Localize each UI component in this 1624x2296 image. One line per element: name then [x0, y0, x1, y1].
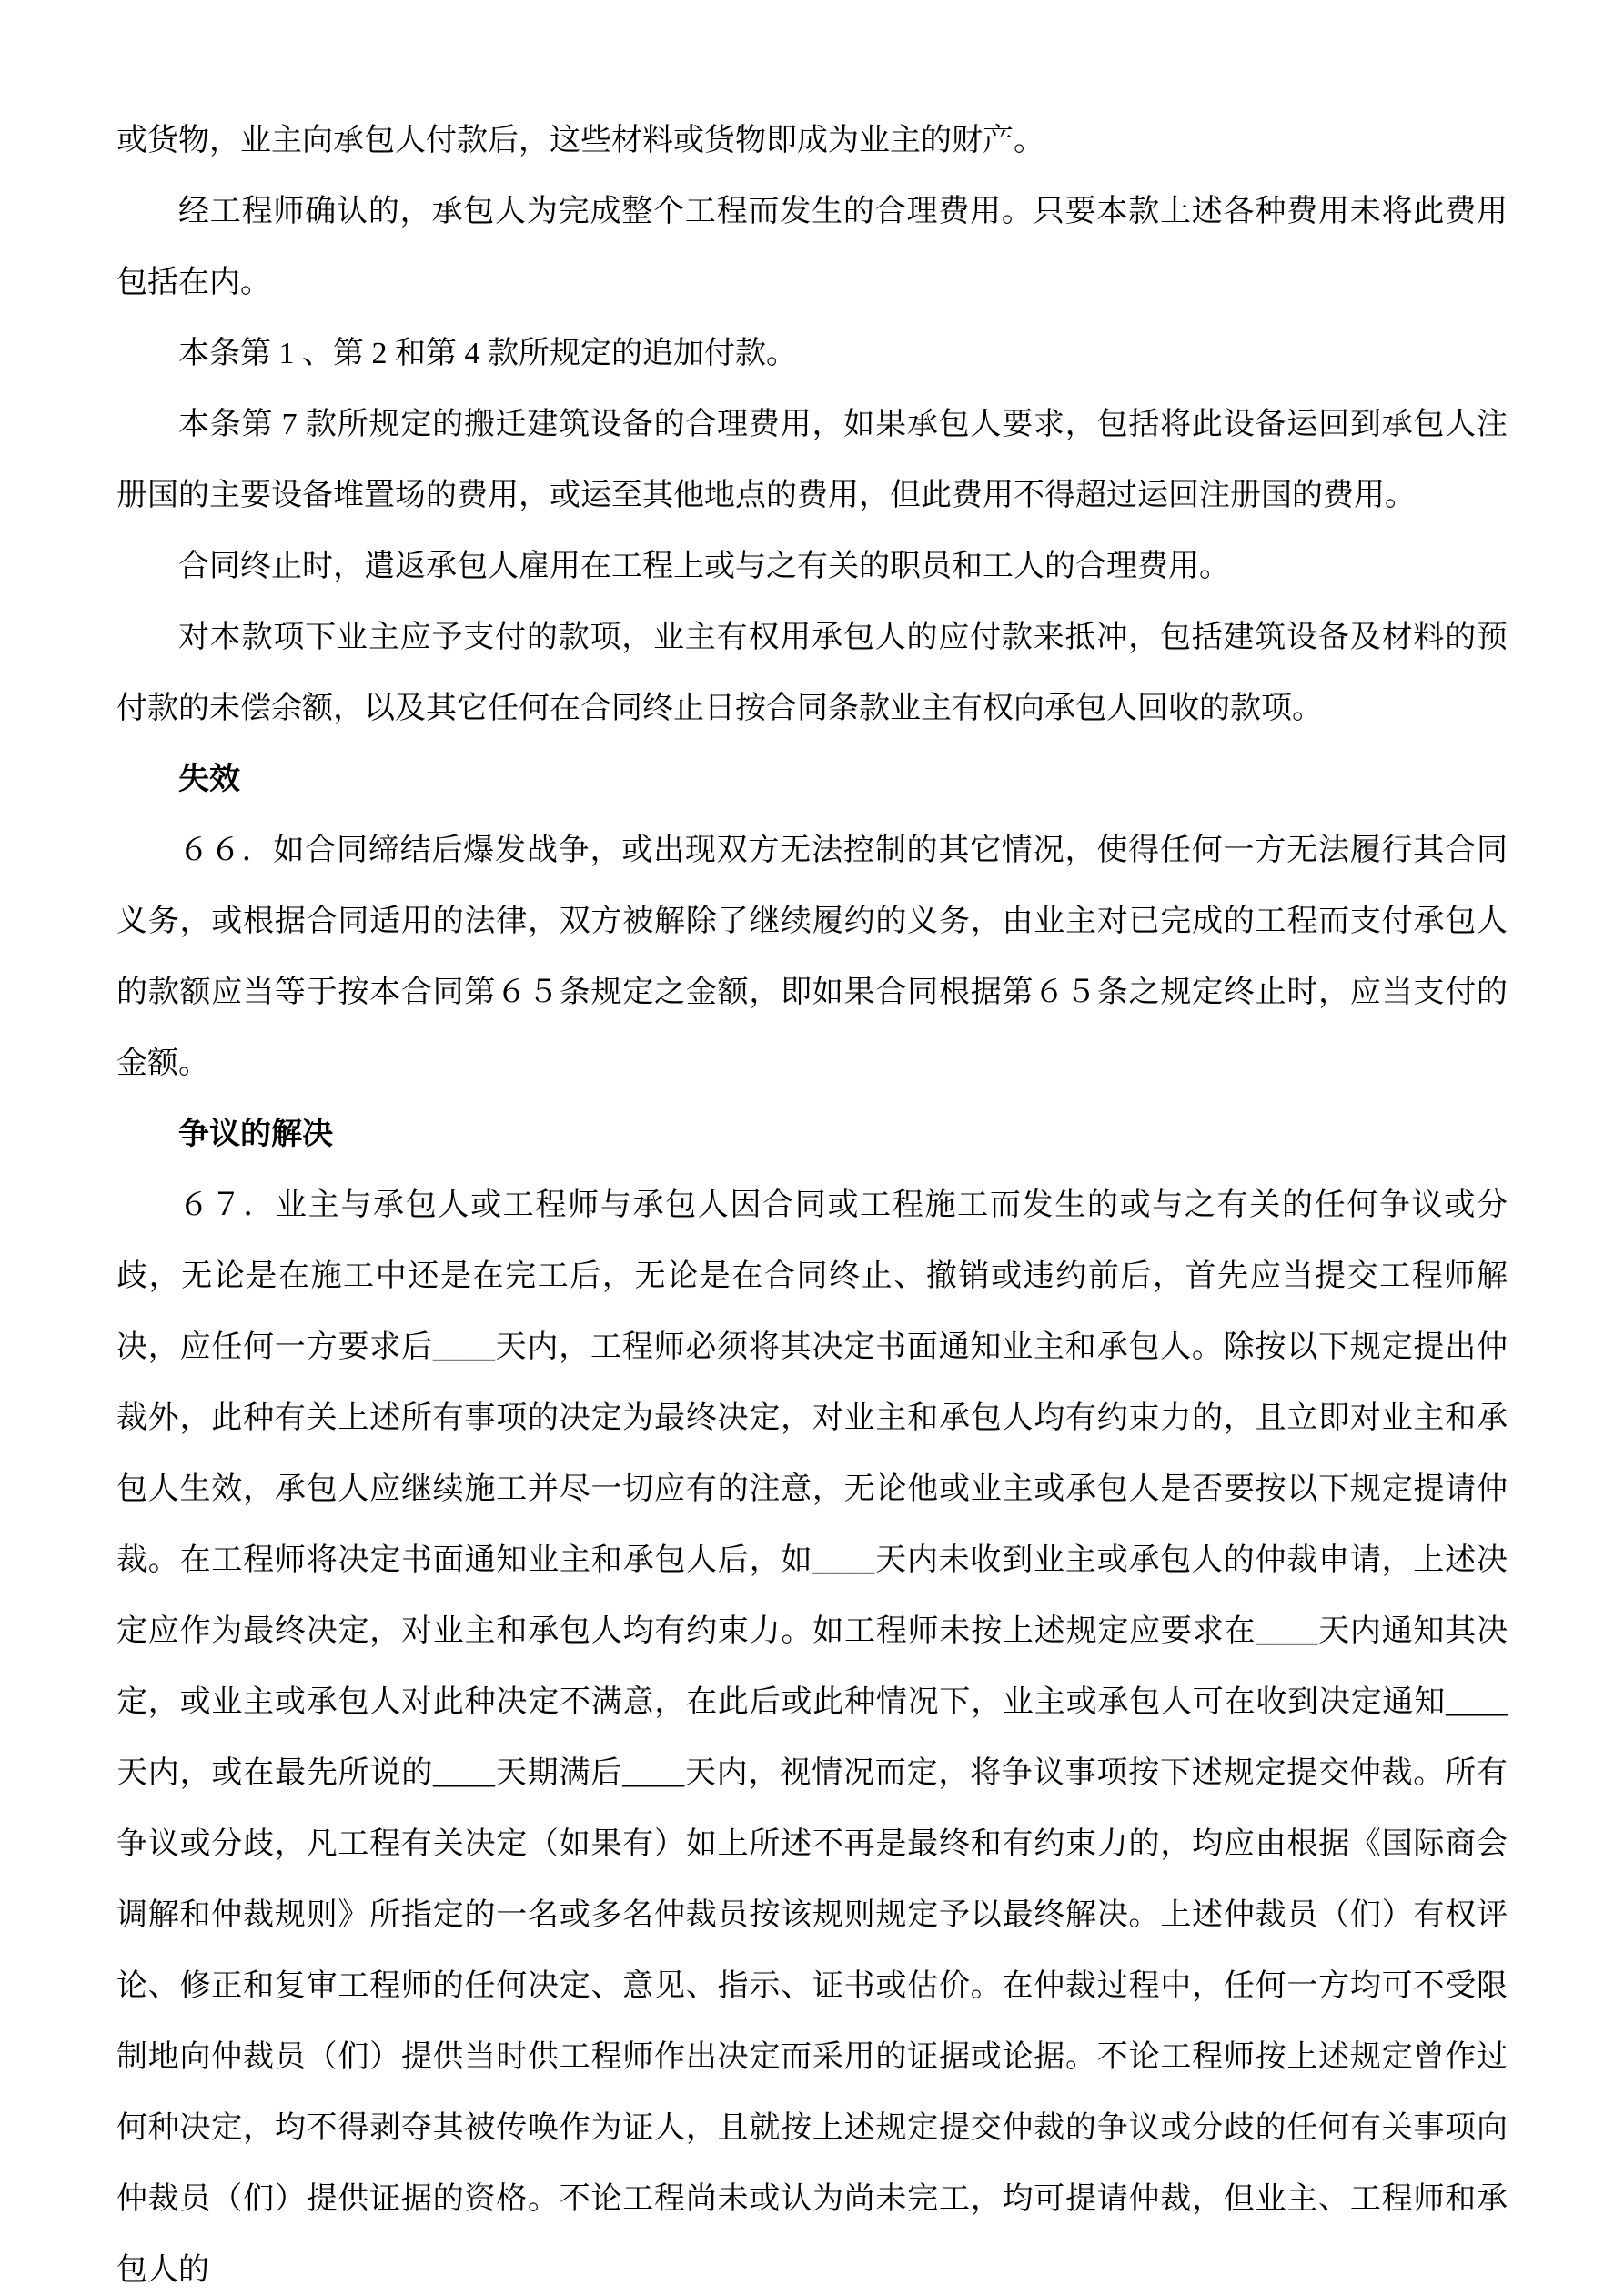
- paragraph: ６６．如合同缔结后爆发战争，或出现双方无法控制的其它情况，使得任何一方无法履行其合同义务，或根据合同适用的法律，双方被解除了继续履约的义务，由业主对已完成的工程而支付承包人的款额应当等于按本合同第６５条规定之金额，即如果合同根据第６５条之规定终止时，应当支付的金额。: [116, 834, 1508, 1080]
- paragraph: 经工程师确认的，承包人为完成整个工程而发生的合理费用。只要本款上述各种费用未将此费用包括在内。: [116, 195, 1508, 299]
- paragraph: 合同终止时，遣返承包人雇用在工程上或与之有关的职员和工人的合理费用。: [178, 550, 1230, 583]
- section-heading: 失效: [178, 763, 240, 796]
- paragraph: 对本款项下业主应予支付的款项，业主有权用承包人的应付款来抵冲，包括建筑设备及材料的预付款的未偿余额，以及其它任何在合同终止日按合同条款业主有权向承包人回收的款项。: [116, 621, 1508, 725]
- section-heading: 争议的解决: [178, 1118, 333, 1151]
- paragraph: 或货物，业主向承包人付款后，这些材料或货物即成为业主的财产。: [116, 124, 1044, 157]
- paragraph: ６７．业主与承包人或工程师与承包人因合同或工程施工而发生的或与之有关的任何争议或分歧，无论是在施工中还是在完工后，无论是在合同终止、撤销或违约前后，首先应当提交工程师解决，应任何一方要求后____天内，工程师必须将其决定书面通知业主和承包人。除按以下规定提出仲裁外，此种有关上述所有事项的决定为最终决定，对业主和承包人均有约束力的，且立即对业主和承包人生效，承包人应继续施工并尽一切应有的注意，无论他或业主或承包人是否要按以下规定提请仲裁。在工程师将决定书面通知业主和承包人后，如____天内未收到业主或承包人的仲裁申请，上述决定应作为最终决定，对业主和承包人均有约束力。如工程师未按上述规定应要求在____天内通知其决定，或业主或承包人对此种决定不满意，在此后或此种情况下，业主或承包人可在收到决定通知____天内，或在最先所说的____天期满后____天内，视情况而定，将争议事项按下述规定提交仲裁。所有争议或分歧，凡工程有关决定（如果有）如上所述不再是最终和有约束力的，均应由根据《国际商会调解和仲裁规则》所指定的一名或多名仲裁员按该规则规定予以最终解决。上述仲裁员（们）有权评论、修正和复审工程师的任何决定、意见、指示、证书或估价。在仲裁过程中，任何一方均可不受限制地向仲裁员（们）提供当时供工程师作出决定而采用的证据或论据。不论工程师按上述规定曾作过何种决定，均不得剥夺其被传唤作为证人，且就按上述规定提交仲裁的争议或分歧的任何有关事项向仲裁员（们）提供证据的资格。不论工程尚未或认为尚未完工，均可提请仲裁，但业主、工程师和承包人的: [116, 1188, 1508, 2287]
- paragraph: 本条第 7 款所规定的搬迁建筑设备的合理费用，如果承包人要求，包括将此设备运回到承包人注册国的主要设备堆置场的费用，或运至其他地点的费用，但此费用不得超过运回注册国的费用。: [116, 408, 1508, 512]
- paragraph: 本条第 1 、第 2 和第 4 款所规定的追加付款。: [178, 337, 797, 370]
